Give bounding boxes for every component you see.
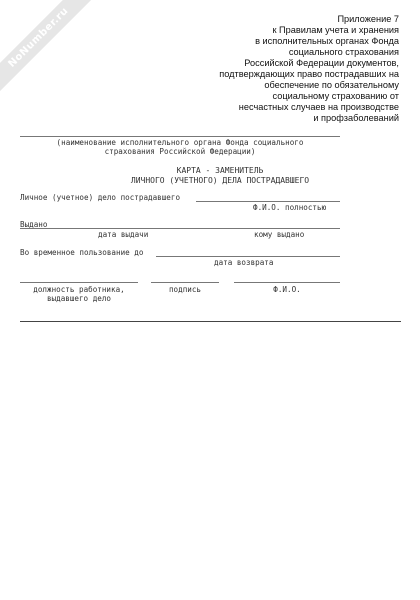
appendix-line: в исполнительных органах Фонда bbox=[255, 36, 399, 46]
appendix-header bbox=[199, 14, 399, 124]
bottom-separator bbox=[20, 321, 401, 322]
issued-field[interactable] bbox=[20, 228, 340, 229]
watermark: NoNumber.ru bbox=[0, 0, 92, 91]
document-title: КАРТА - ЗАМЕНИТЕЛЬ bbox=[176, 166, 264, 175]
org-name-line bbox=[20, 136, 340, 137]
appendix-line: социального страхования bbox=[288, 47, 399, 57]
appendix-line: Приложение 7 bbox=[337, 14, 399, 24]
return-date-field[interactable] bbox=[156, 256, 340, 257]
org-caption-line1: (наименование исполнительного органа Фонда социального bbox=[56, 138, 304, 147]
personal-file-field[interactable] bbox=[196, 201, 340, 202]
appendix-line: обеспечение по обязательному bbox=[264, 80, 399, 90]
signature-caption: подпись bbox=[168, 285, 201, 294]
fio-field[interactable] bbox=[234, 282, 340, 283]
signature-field[interactable] bbox=[151, 282, 219, 283]
position-caption-line2: выдавшего дело bbox=[46, 294, 111, 303]
fio-caption: Ф.И.О. bbox=[273, 285, 301, 294]
return-date-caption: дата возврата bbox=[214, 258, 274, 267]
appendix-line: социальному страхованию от bbox=[272, 91, 399, 101]
appendix-line: и профзаболеваний bbox=[313, 113, 399, 123]
appendix-line: Российской Федерации документов, bbox=[244, 58, 399, 68]
position-field[interactable] bbox=[20, 282, 138, 283]
appendix-line: подтверждающих право пострадавших на bbox=[219, 69, 399, 79]
document-subtitle: ЛИЧНОГО (УЧЕТНОГО) ДЕЛА ПОСТРАДАВШЕГО bbox=[130, 176, 310, 185]
appendix-line: несчастных случаев на производстве bbox=[238, 102, 399, 112]
issued-to-caption: кому выдано bbox=[254, 230, 305, 239]
org-caption-line2: страхования Российской Федерации) bbox=[104, 147, 256, 156]
appendix-line: к Правилам учета и хранения bbox=[272, 25, 399, 35]
temporary-use-label: Во временное пользование до bbox=[20, 248, 144, 257]
fio-full-caption: Ф.И.О. полностью bbox=[253, 203, 327, 212]
personal-file-label: Личное (учетное) дело пострадавшего bbox=[20, 193, 181, 202]
issued-label: Выдано bbox=[20, 220, 48, 229]
position-caption-line1: должность работника, bbox=[33, 285, 125, 294]
issue-date-caption: дата выдачи bbox=[98, 230, 149, 239]
